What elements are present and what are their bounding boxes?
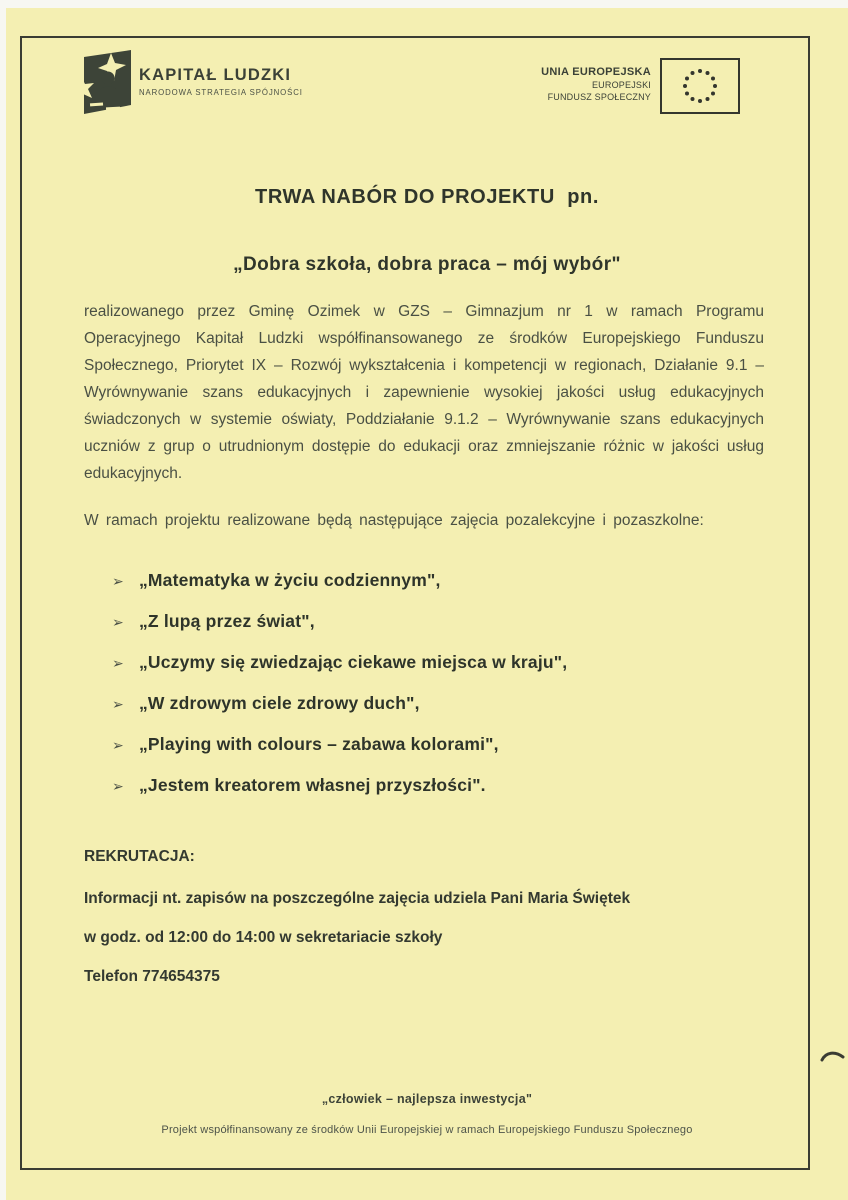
list-item <box>112 734 567 755</box>
activity-label: „Z lupą przez świat", <box>138 611 315 631</box>
arrow-bullet-icon: ➢ <box>112 655 124 671</box>
page <box>6 8 848 1200</box>
activity-label: „Uczymy się zwiedzając ciekawe miejsca w kraju", <box>138 652 568 672</box>
kapital-ludzki-flag-icon <box>73 48 133 118</box>
program-logo-title: KAPITAŁ LUDZKI <box>139 66 292 84</box>
activity-label: „Playing with colours – zabawa kolorami", <box>138 734 499 754</box>
pen-mark-icon <box>820 1050 846 1066</box>
activities-list <box>112 570 567 816</box>
activities-intro: W ramach projektu realizowane będą następujące zajęcia pozalekcyjne i pozaszkolne: <box>84 512 704 529</box>
activity-label: „W zdrowym ciele zdrowy duch", <box>138 693 420 713</box>
project-name: „Dobra szkoła, dobra praca – mój wybór" <box>233 254 621 275</box>
recruitment-hours: w godz. od 12:00 do 14:00 w sekretariacie szkoły <box>84 929 443 946</box>
eu-caption-line2: EUROPEJSKI <box>591 80 651 90</box>
list-item <box>112 693 567 714</box>
recruitment-heading: REKRUTACJA: <box>84 848 195 865</box>
program-logo-subtitle: NARODOWA STRATEGIA SPÓJNOŚCI <box>139 88 303 97</box>
arrow-bullet-icon: ➢ <box>112 614 124 630</box>
arrow-bullet-icon: ➢ <box>112 737 124 753</box>
document-title: TRWA NABÓR DO PROJEKTU pn. <box>255 186 599 208</box>
arrow-bullet-icon: ➢ <box>112 573 124 589</box>
recruitment-contact: Informacji nt. zapisów na poszczególne zajęcia udziela Pani Maria Świętek <box>84 890 631 907</box>
eu-logo-caption <box>541 58 651 102</box>
arrow-bullet-icon: ➢ <box>112 696 124 712</box>
list-item <box>112 652 567 673</box>
footer-disclaimer: Projekt współfinansowany ze środków Unii Europejskiej w ramach Europejskiego Funduszu Społecznego <box>161 1124 693 1136</box>
list-item <box>112 775 567 796</box>
eu-caption-line1: UNIA EUROPEJSKA <box>541 66 651 78</box>
list-item <box>112 611 567 632</box>
activity-label: „Matematyka w życiu codziennym", <box>138 570 441 590</box>
arrow-bullet-icon: ➢ <box>112 778 124 794</box>
footer-motto: „człowiek – najlepsza inwestycja" <box>321 1092 533 1106</box>
recruitment-phone: Telefon 774654375 <box>84 968 220 985</box>
intro-paragraph: realizowanego przez Gminę Ozimek w GZS – Gimnazjum nr 1 w ramach Programu Operacyjnego Kapitał Ludzki współfinansowanego ze środków Europejskiego Funduszu Społecznego, Priorytet IX – Rozwój wykształcenia i kompetencji w regionach, Działanie 9.1 – Wyrównywanie szans edukacyjnych i zapewnienie wysokiej jakości usług edukacyjnych świadczonych w systemie oświaty, Poddziałanie 9.1.2 – Wyrównywanie szans edukacyjnych uczniów z grup o utrudnionym dostępie do edukacji oraz zmniejszanie różnic w jakości usług edukacyjnych. <box>84 303 764 482</box>
recruitment-section <box>84 848 774 1007</box>
eu-caption-line3: FUNDUSZ SPOŁECZNY <box>547 92 651 102</box>
kapital-ludzki-wordmark <box>139 66 303 97</box>
list-item <box>112 570 567 591</box>
activity-label: „Jestem kreatorem własnej przyszłości". <box>138 775 486 795</box>
eu-flag-icon <box>660 58 740 114</box>
eu-logo-block <box>541 58 740 114</box>
